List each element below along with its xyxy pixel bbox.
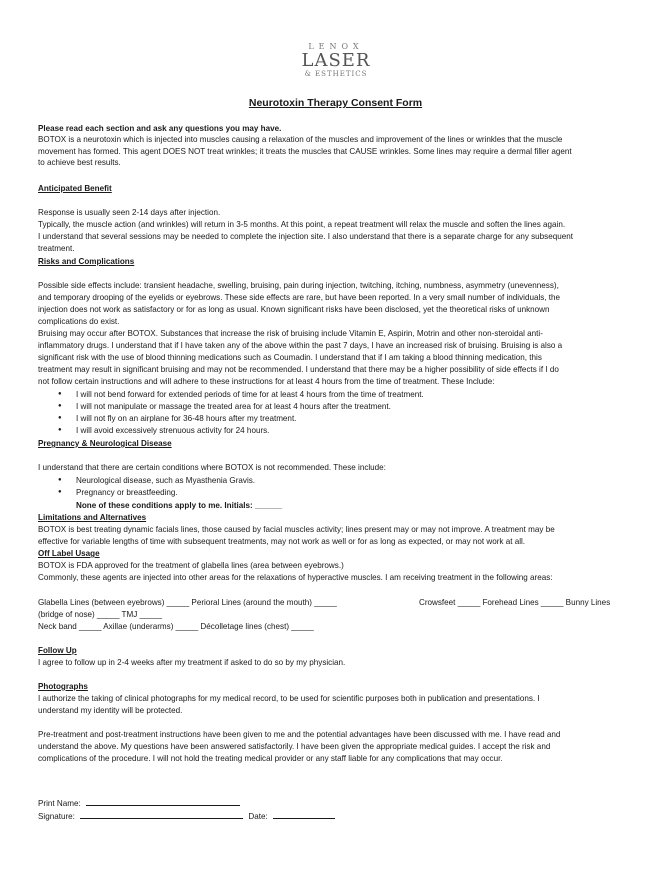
treatment-area-fields[interactable]: (bridge of nose) _____ TMJ _____ (38, 610, 163, 619)
treatment-area-fields[interactable]: Glabella Lines (between eyebrows) _____ Perioral Lines (around the mouth) _____ (38, 598, 337, 607)
logo-line-3: & ESTHETICS (304, 70, 368, 78)
section-heading-photographs: Photographs (38, 682, 88, 691)
benefit-text: Typically, the muscle action (and wrinkles) will return in 3-5 months. At this point, a repeat treatment will relax the muscle and soften the lines again. (38, 220, 566, 229)
risk-instruction-item: ● I will not fly on an airplane for 36-48 hours after my treatment. (60, 413, 296, 424)
followup-text: I agree to follow up in 2-4 weeks after my treatment if asked to do so by my physician. (38, 658, 346, 667)
benefit-text: treatment. (38, 244, 75, 253)
risks-text: Bruising may occur after BOTOX. Substances that increase the risk of bruising include Vitamin E, Aspirin, Motrin and other non-steroidal anti- (38, 329, 543, 338)
risks-text: and temporary drooping of the eyelids or eyebrows. These side effects are rare, but have been reported. In a very small number of individuals, the (38, 293, 561, 302)
risk-instruction-item: ● I will avoid excessively strenuous activity for 24 hours. (60, 425, 269, 436)
pregnancy-condition-item: ● Pregnancy or breastfeeding. (60, 487, 178, 498)
photographs-text: I authorize the taking of clinical photographs for my medical record, to be used for scientific purposes both in publication and presentations. I (38, 694, 540, 703)
print-name-label: Print Name: (38, 799, 81, 808)
section-heading-risks: Risks and Complications (38, 257, 135, 266)
page-title: Neurotoxin Therapy Consent Form (248, 97, 423, 109)
risks-text: inflammatory drugs. I understand that if I have taken any of the above within the past 7 days, I have an increased risk of bruising. Bruising is also a (38, 341, 563, 350)
section-heading-benefit: Anticipated Benefit (38, 184, 112, 193)
print-name-field[interactable] (86, 797, 240, 806)
pregnancy-text: I understand that there are certain conditions where BOTOX is not recommended. These include: (38, 463, 386, 472)
offlabel-text: Commonly, these agents are injected into other areas for the relaxations of hyperactive muscles. I am receiving treatment in the following areas: (38, 573, 553, 582)
benefit-text: Response is usually seen 2-14 days after injection. (38, 208, 221, 217)
print-name-row (38, 797, 240, 809)
intro-lead: Please read each section and ask any questions you may have. (38, 124, 282, 133)
intro-text: movement has formed. This agent DOES NOT treat wrinkles; it treats the muscles that CAUSE wrinkles. Some lines may require a dermal filler agent (38, 147, 572, 156)
signature-label: Signature: (38, 812, 75, 821)
lenox-laser-logo (300, 43, 372, 78)
section-heading-offlabel: Off Label Usage (38, 549, 100, 558)
offlabel-text: BOTOX is FDA approved for the treatment of glabella lines (area between eyebrows.) (38, 561, 344, 570)
section-heading-pregnancy: Pregnancy & Neurological Disease (38, 439, 172, 448)
closing-text: Pre-treatment and post-treatment instructions have been given to me and the potential advantages have been discussed with me. I have read and (38, 730, 561, 739)
risks-text: treatment may result in significant bruising and may not be recommended. I understand that there may be a higher possibility of side effects if I do (38, 365, 559, 374)
risks-text: injection does not work as satisfactory or for as long as usual. Known significant risks have been disclosed, yet the theoretical risks of unknown (38, 305, 550, 314)
date-label: Date: (248, 812, 268, 821)
signature-row (38, 810, 335, 822)
treatment-area-fields[interactable]: Crowsfeet _____ Forehead Lines _____ Bunny Lines (419, 598, 611, 607)
risks-text: not follow certain instructions and will adhere to these instructions for at least 4 hours from the time of treatment. These Include: (38, 377, 495, 386)
risk-instruction-item: ● I will not bend forward for extended periods of time for at least 4 hours from the time of treatment. (60, 389, 424, 400)
intro-text: to achieve best results. (38, 158, 121, 167)
treatment-area-fields[interactable]: Neck band _____ Axillae (underarms) _____ Décolletage lines (chest) _____ (38, 622, 314, 631)
risks-text: complications do exist. (38, 317, 120, 326)
benefit-text: I understand that several sessions may be needed to complete the injection site. I also understand that there is a separate charge for any subsequent (38, 232, 573, 241)
section-heading-limitations: Limitations and Alternatives (38, 513, 147, 522)
date-field[interactable] (273, 810, 335, 819)
section-heading-followup: Follow Up (38, 646, 77, 655)
closing-text: understand the above. My questions have been answered satisfactorily. I have been given the appropriate medical guides. I accept the risk and (38, 742, 551, 751)
limitations-text: effective for variable lengths of time with subsequent treatments, may not work as well or for as long as expected, or may not work at all. (38, 537, 526, 546)
initials-field[interactable]: None of these conditions apply to me. Initials: ______ (76, 501, 282, 510)
intro-text: BOTOX is a neurotoxin which is injected into muscles causing a relaxation of the muscles and improvement of the lines or wrinkles that the muscle (38, 135, 563, 144)
signature-field[interactable] (80, 810, 243, 819)
photographs-text: understand my identity will be protected. (38, 706, 183, 715)
closing-text: complications of the procedure. I will not hold the treating medical provider or any staff liable for any complications that may occur. (38, 754, 503, 763)
risks-text: significant risk with the use of blood thinning medications such as Coumadin. I understand that if I am taking a blood thinning medication, this (38, 353, 542, 362)
risk-instruction-item: ● I will not manipulate or massage the treated area for at least 4 hours after the treatment. (60, 401, 391, 412)
logo-line-2: LASER (301, 50, 371, 71)
risks-text: Possible side effects include: transient headache, swelling, bruising, pain during injection, twitching, itching, numbness, asymmetry (unevenness), (38, 281, 559, 290)
pregnancy-condition-item: ● Neurological disease, such as Myasthenia Gravis. (60, 475, 255, 486)
limitations-text: BOTOX is best treating dynamic facials lines, those caused by facial muscles activity; lines present may or may not improve. A treatment may be (38, 525, 555, 534)
logo-line-1: LENOX (308, 42, 364, 51)
